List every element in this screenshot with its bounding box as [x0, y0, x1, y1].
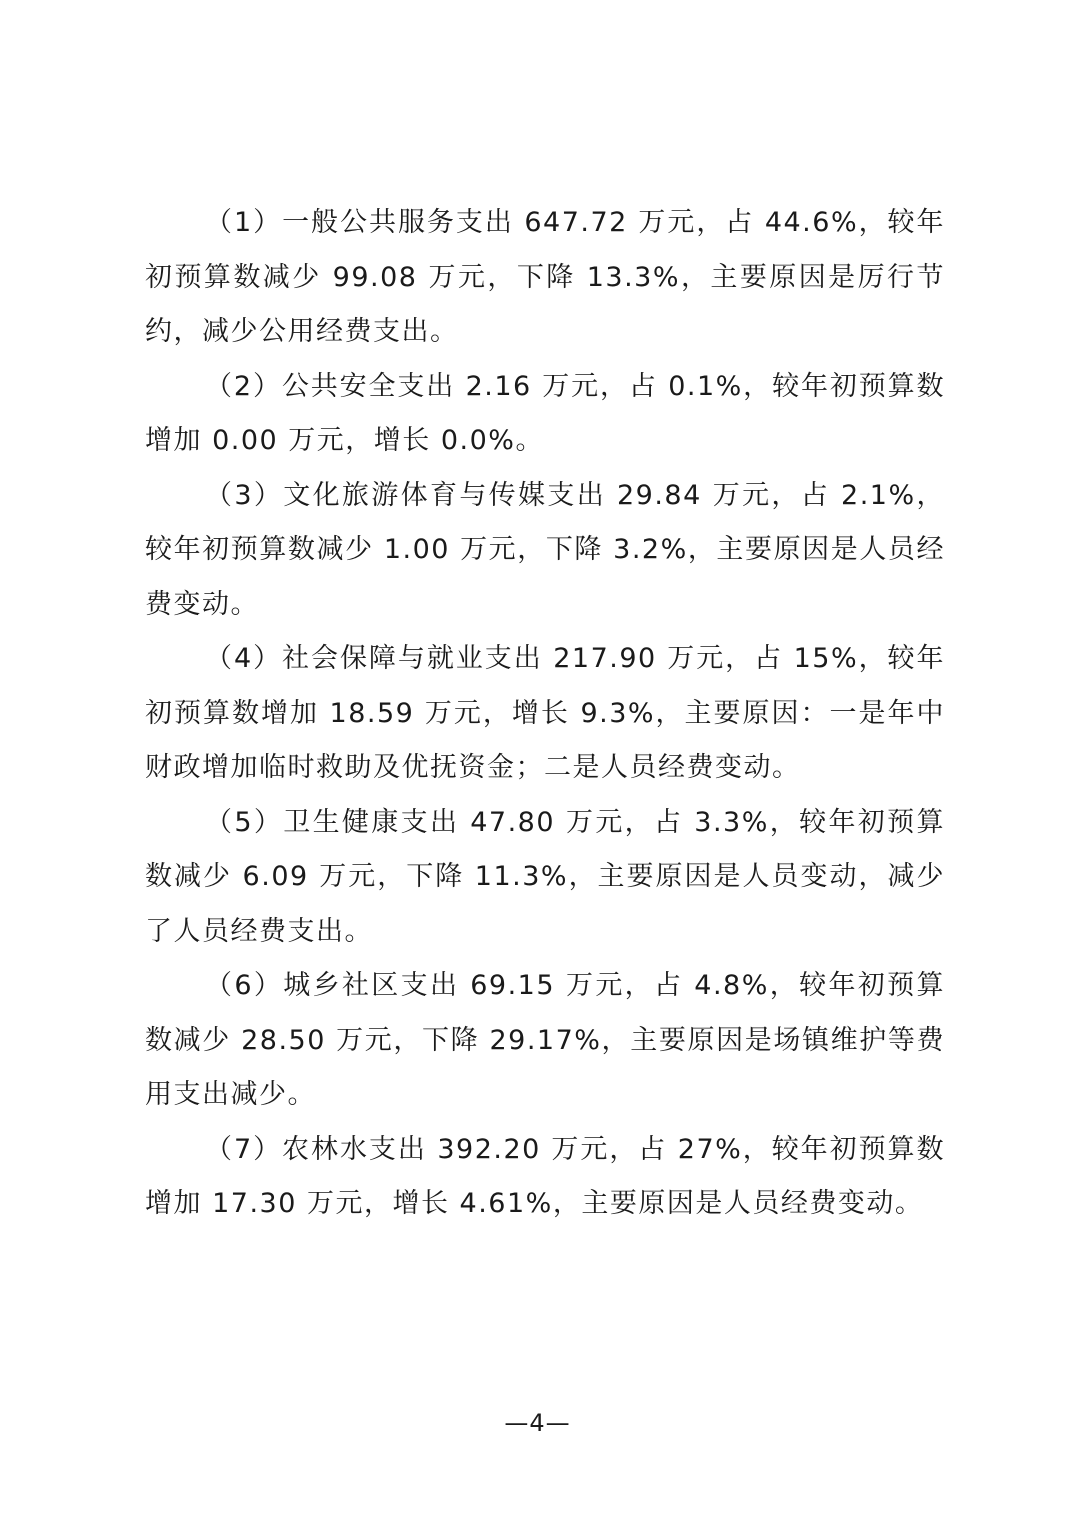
paragraph-public-security: （2）公共安全支出 2.16 万元，占 0.1%，较年初预算数增加 0.00 万元，增长 0.0%。 — [145, 370, 945, 456]
paragraph-urban-rural-community: （6）城乡社区支出 69.15 万元，占 4.8%，较年初预算数减少 28.50 万元，下降 29.17%，主要原因是场镇维护等费用支出减少。 — [145, 970, 945, 1110]
paragraph-agriculture-forestry-water: （7）农林水支出 392.20 万元，占 27%，较年初预算数增加 17.30 万元，增长 4.61%，主要原因是人员经费变动。 — [145, 1133, 945, 1219]
paragraph-health: （5）卫生健康支出 47.80 万元，占 3.3%，较年初预算数减少 6.09 万元，下降 11.3%，主要原因是人员变动，减少了人员经费支出。 — [145, 806, 945, 947]
document-body — [145, 196, 945, 1232]
paragraph-social-security-employment: （4）社会保障与就业支出 217.90 万元，占 15%，较年初预算数增加 18.59 万元，增长 9.3%，主要原因：一是年中财政增加临时救助及优抚资金；二是人员经费变动。 — [145, 643, 945, 783]
paragraph-culture-tourism-sports-media: （3）文化旅游体育与传媒支出 29.84 万元，占 2.1%，较年初预算数减少 1.00 万元，下降 3.2%，主要原因是人员经费变动。 — [145, 479, 945, 620]
paragraph-general-public-services: （1）一般公共服务支出 647.72 万元，占 44.6%，较年初预算数减少 99.08 万元，下降 13.3%，主要原因是厉行节约，减少公用经费支出。 — [145, 207, 945, 347]
page-number: —4— — [504, 1409, 571, 1437]
